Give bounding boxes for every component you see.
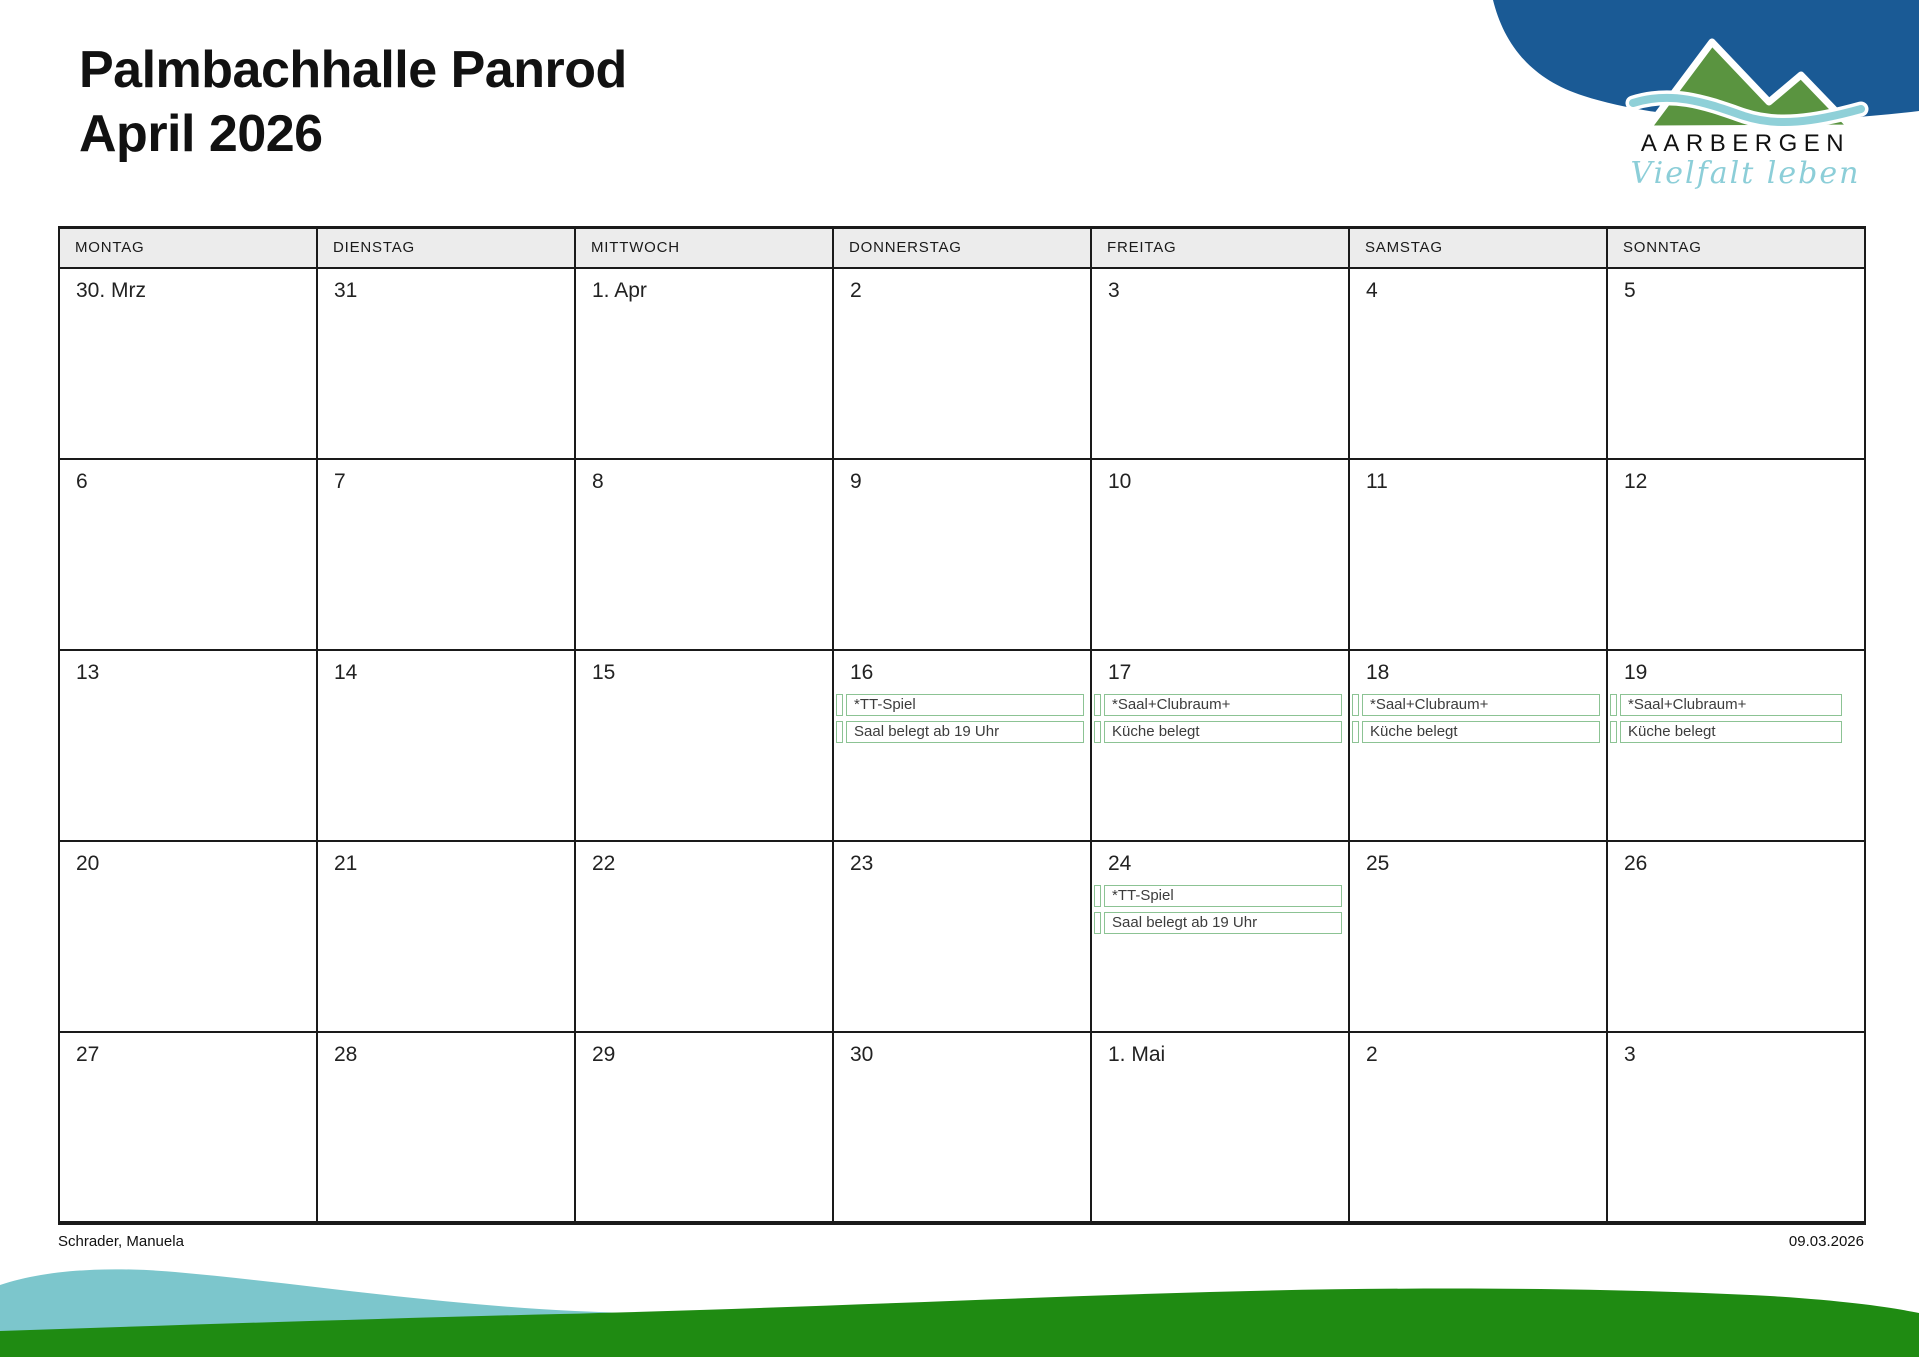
day-number: 20 <box>76 851 100 875</box>
footer-author: Schrader, Manuela <box>58 1233 184 1250</box>
page-title-line2: April 2026 <box>79 105 323 163</box>
day-cell-27 <box>59 1032 317 1223</box>
week-row-2 <box>59 459 1865 650</box>
event-label: Küche belegt <box>1104 721 1342 743</box>
event-label: *Saal+Clubraum+ <box>1620 694 1842 716</box>
day-number: 13 <box>76 660 100 684</box>
day-cell-24 <box>1091 841 1349 1032</box>
calendar-event <box>1610 721 1842 743</box>
weekday-thursday: DONNERSTAG <box>833 228 1091 268</box>
day-number: 3 <box>1624 1042 1636 1066</box>
day-number: 15 <box>592 660 616 684</box>
day-cell-9 <box>833 459 1091 650</box>
day-cell-6 <box>59 459 317 650</box>
day-cell-28 <box>317 1032 575 1223</box>
day-number: 25 <box>1366 851 1390 875</box>
week-row-5 <box>59 1032 1865 1223</box>
day-cell-20 <box>59 841 317 1032</box>
day-cell-3 <box>1091 268 1349 459</box>
event-strip <box>1352 694 1359 716</box>
day-number: 19 <box>1624 660 1648 684</box>
calendar-event <box>1094 912 1342 934</box>
month-calendar <box>58 226 1866 1225</box>
day-cell-5 <box>1607 268 1865 459</box>
day-number: 7 <box>334 469 346 493</box>
day-cell-29 <box>575 1032 833 1223</box>
day-number: 5 <box>1624 278 1636 302</box>
day-cell-18 <box>1349 650 1607 841</box>
calendar-event <box>836 721 1084 743</box>
event-label: *Saal+Clubraum+ <box>1362 694 1600 716</box>
event-strip <box>1094 885 1101 907</box>
weekday-wednesday: MITTWOCH <box>575 228 833 268</box>
day-cell-8 <box>575 459 833 650</box>
event-strip <box>836 694 843 716</box>
page-title <box>79 38 627 166</box>
day-cell-13 <box>59 650 317 841</box>
day-number: 11 <box>1366 469 1388 493</box>
day-number: 30 <box>850 1042 874 1066</box>
day-cell-1-apr <box>575 268 833 459</box>
event-label: *TT-Spiel <box>1104 885 1342 907</box>
weekday-tuesday: DIENSTAG <box>317 228 575 268</box>
day-cell-4 <box>1349 268 1607 459</box>
weekday-friday: FREITAG <box>1091 228 1349 268</box>
day-number: 31 <box>334 278 358 302</box>
day-number: 18 <box>1366 660 1390 684</box>
event-strip <box>1094 912 1101 934</box>
event-label: Küche belegt <box>1362 721 1600 743</box>
day-cell-14 <box>317 650 575 841</box>
day-cell-16 <box>833 650 1091 841</box>
day-number: 3 <box>1108 278 1120 302</box>
event-strip <box>1610 694 1617 716</box>
day-cell-21 <box>317 841 575 1032</box>
day-cell-26 <box>1607 841 1865 1032</box>
day-number: 28 <box>334 1042 358 1066</box>
day-cell-25 <box>1349 841 1607 1032</box>
day-number: 1. Apr <box>592 278 647 302</box>
day-cell-30 <box>833 1032 1091 1223</box>
day-cell-23 <box>833 841 1091 1032</box>
day-cell-1-mai <box>1091 1032 1349 1223</box>
day-number: 4 <box>1366 278 1378 302</box>
weekday-header-row <box>59 228 1865 268</box>
event-strip <box>1610 721 1617 743</box>
calendar-event <box>836 694 1084 716</box>
day-number: 21 <box>334 851 358 875</box>
day-number: 14 <box>334 660 358 684</box>
week-row-4 <box>59 841 1865 1032</box>
day-cell-10 <box>1091 459 1349 650</box>
calendar-event <box>1094 721 1342 743</box>
week-row-3 <box>59 650 1865 841</box>
page-title-line1: Palmbachhalle Panrod <box>79 41 627 99</box>
event-label: Saal belegt ab 19 Uhr <box>846 721 1084 743</box>
event-label: *Saal+Clubraum+ <box>1104 694 1342 716</box>
day-cell-2-mai <box>1349 1032 1607 1223</box>
day-cell-30-mrz <box>59 268 317 459</box>
week-row-1 <box>59 268 1865 459</box>
day-number: 2 <box>1366 1042 1378 1066</box>
event-strip <box>836 721 843 743</box>
day-cell-11 <box>1349 459 1607 650</box>
day-number: 16 <box>850 660 874 684</box>
day-cell-3-mai <box>1607 1032 1865 1223</box>
weekday-monday: MONTAG <box>59 228 317 268</box>
calendar-event <box>1094 694 1342 716</box>
event-strip <box>1352 721 1359 743</box>
day-number: 9 <box>850 469 862 493</box>
day-cell-15 <box>575 650 833 841</box>
day-number: 30. Mrz <box>76 278 147 302</box>
aarbergen-logo-graphic <box>1479 0 1919 225</box>
day-number: 29 <box>592 1042 616 1066</box>
day-number: 17 <box>1108 660 1132 684</box>
day-number: 12 <box>1624 469 1648 493</box>
day-number: 23 <box>850 851 874 875</box>
day-cell-31 <box>317 268 575 459</box>
day-cell-7 <box>317 459 575 650</box>
event-label: Küche belegt <box>1620 721 1842 743</box>
day-cell-2 <box>833 268 1091 459</box>
day-cell-17 <box>1091 650 1349 841</box>
day-number: 24 <box>1108 851 1132 875</box>
logo-tagline: Vielfalt leben <box>1630 156 1861 191</box>
day-number: 6 <box>76 469 88 493</box>
day-number: 2 <box>850 278 862 302</box>
day-number: 26 <box>1624 851 1648 875</box>
day-cell-12 <box>1607 459 1865 650</box>
logo-wordmark: AARBERGEN <box>1640 130 1851 157</box>
day-number: 22 <box>592 851 616 875</box>
day-number: 8 <box>592 469 604 493</box>
day-cell-22 <box>575 841 833 1032</box>
calendar-event <box>1094 885 1342 907</box>
day-cell-19 <box>1607 650 1865 841</box>
calendar-event <box>1352 694 1600 716</box>
event-strip <box>1094 721 1101 743</box>
footer-print-date: 09.03.2026 <box>1788 1233 1864 1250</box>
day-number: 27 <box>76 1042 100 1066</box>
bottom-waves-decoration <box>0 1225 1919 1357</box>
event-label: *TT-Spiel <box>846 694 1084 716</box>
day-number: 1. Mai <box>1108 1042 1166 1066</box>
calendar-event <box>1610 694 1842 716</box>
calendar-event <box>1352 721 1600 743</box>
event-label: Saal belegt ab 19 Uhr <box>1104 912 1342 934</box>
weekday-sunday: SONNTAG <box>1607 228 1865 268</box>
event-strip <box>1094 694 1101 716</box>
day-number: 10 <box>1108 469 1132 493</box>
weekday-saturday: SAMSTAG <box>1349 228 1607 268</box>
